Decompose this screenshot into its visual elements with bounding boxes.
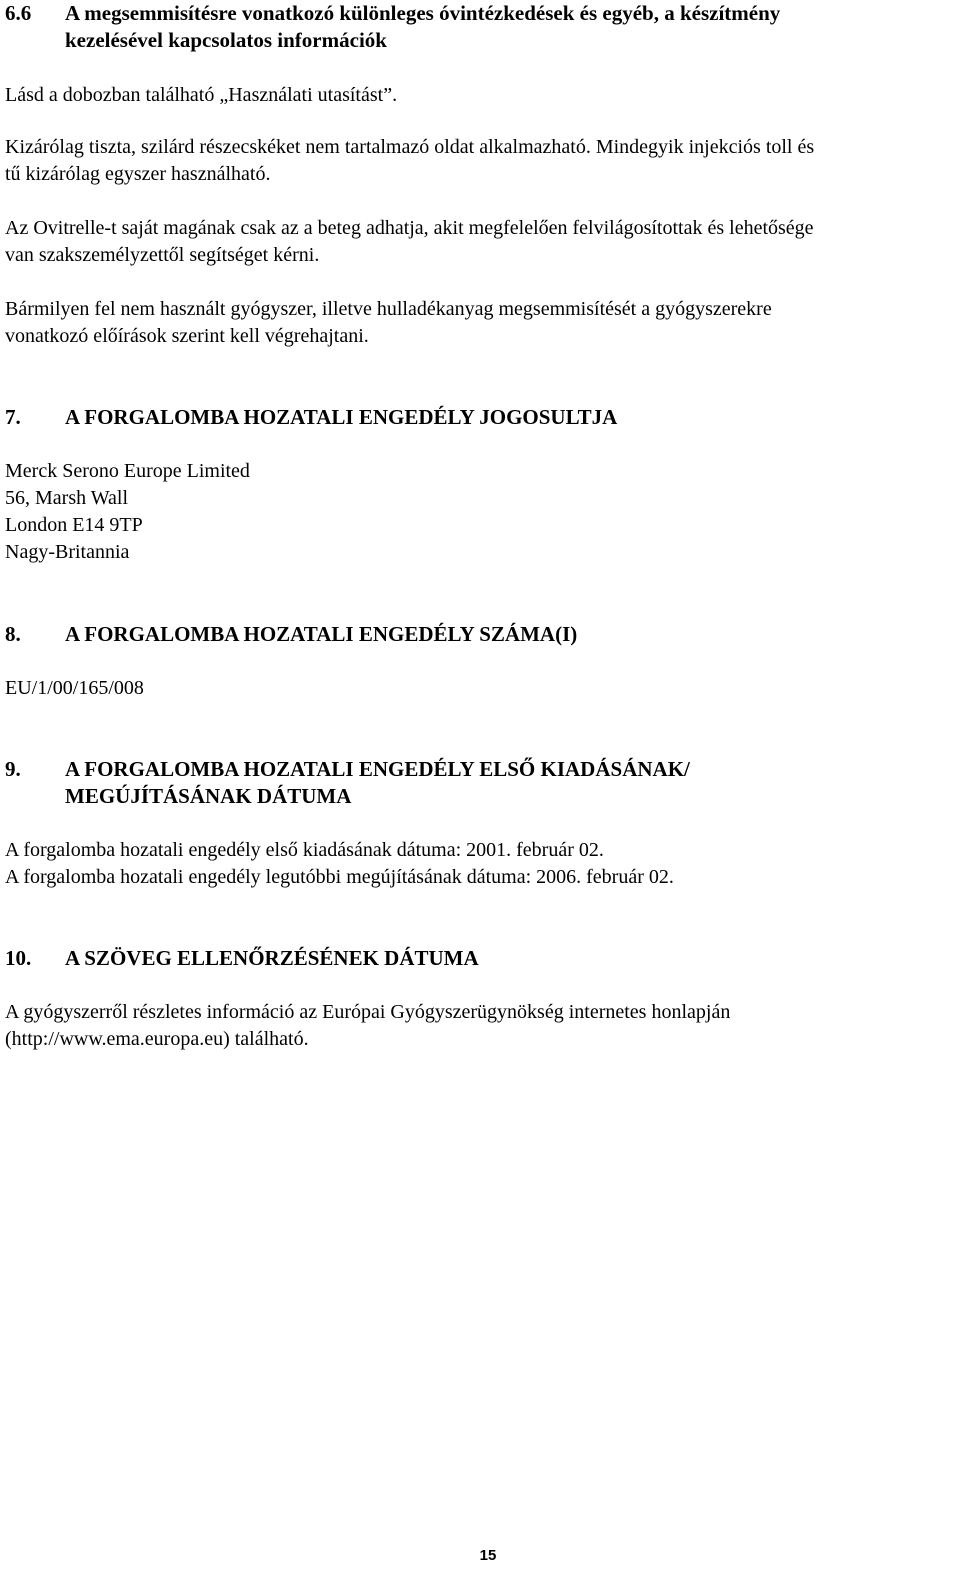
address-line: London E14 9TP — [5, 514, 143, 536]
section-number: 9. — [5, 757, 21, 781]
section-7-heading — [5, 404, 945, 431]
paragraph-line: tű kizárólag egyszer használható. — [5, 163, 271, 185]
section-number: 8. — [5, 622, 21, 646]
address-line: 56, Marsh Wall — [5, 487, 129, 509]
section-6-6-heading — [5, 0, 945, 54]
paragraph-line: (http://www.ema.europa.eu) található. — [5, 1028, 309, 1050]
paragraph-instructions — [5, 82, 955, 109]
section-title-line: A FORGALOMBA HOZATALI ENGEDÉLY ELSŐ KIADÁSÁNAK/ — [65, 757, 690, 781]
section-title — [65, 756, 945, 810]
section-title: A FORGALOMBA HOZATALI ENGEDÉLY JOGOSULTJA — [65, 405, 618, 429]
paragraph-line: van szakszemélyzettől segítséget kérni. — [5, 244, 320, 266]
section-9-heading — [5, 756, 945, 810]
section-10-heading — [5, 945, 945, 972]
address-line: Nagy-Britannia — [5, 541, 130, 563]
paragraph-line: Kizárólag tiszta, szilárd részecskéket nem tartalmazó oldat alkalmazható. Mindegyik injekciós toll és — [5, 136, 815, 158]
paragraph-solution-usage — [5, 134, 955, 188]
holder-address — [5, 458, 955, 566]
section-title — [65, 0, 945, 54]
paragraph-disposal — [5, 296, 955, 350]
section-number: 7. — [5, 405, 21, 429]
section-title-line: kezelésével kapcsolatos információk — [65, 28, 387, 52]
section-number: 6.6 — [5, 1, 32, 25]
paragraph-ema-info — [5, 999, 955, 1053]
paragraph-line: Lásd a dobozban található „Használati utasítást”. — [5, 84, 398, 106]
paragraph-line: Bármilyen fel nem használt gyógyszer, illetve hulladékanyag megsemmisítését a gyógyszerekre — [5, 298, 772, 320]
authorisation-number — [5, 675, 955, 702]
page-number: 15 — [479, 1547, 497, 1564]
address-line: Merck Serono Europe Limited — [5, 460, 250, 482]
section-number: 10. — [5, 946, 32, 970]
section-title: A FORGALOMBA HOZATALI ENGEDÉLY SZÁMA(I) — [65, 622, 578, 646]
paragraph-self-administration — [5, 215, 955, 269]
section-title: A SZÖVEG ELLENŐRZÉSÉNEK DÁTUMA — [65, 946, 479, 970]
section-title-line: MEGÚJÍTÁSÁNAK DÁTUMA — [65, 784, 352, 808]
paragraph-line: vonatkozó előírások szerint kell végrehajtani. — [5, 325, 369, 347]
paragraph-line: EU/1/00/165/008 — [5, 677, 144, 699]
paragraph-line: Az Ovitrelle-t saját magának csak az a beteg adhatja, akit megfelelően felvilágosítottak és lehetősége — [5, 217, 814, 239]
paragraph-line: A gyógyszerről részletes információ az Európai Gyógyszerügynökség internetes honlapján — [5, 1001, 731, 1023]
first-authorisation-date: A forgalomba hozatali engedély első kiadásának dátuma: 2001. február 02. — [5, 839, 604, 861]
authorisation-dates — [5, 837, 955, 891]
renewal-date: A forgalomba hozatali engedély legutóbbi megújításának dátuma: 2006. február 02. — [5, 866, 674, 888]
section-title-line: A megsemmisítésre vonatkozó különleges óvintézkedések és egyéb, a készítmény — [65, 1, 781, 25]
section-8-heading — [5, 621, 945, 648]
